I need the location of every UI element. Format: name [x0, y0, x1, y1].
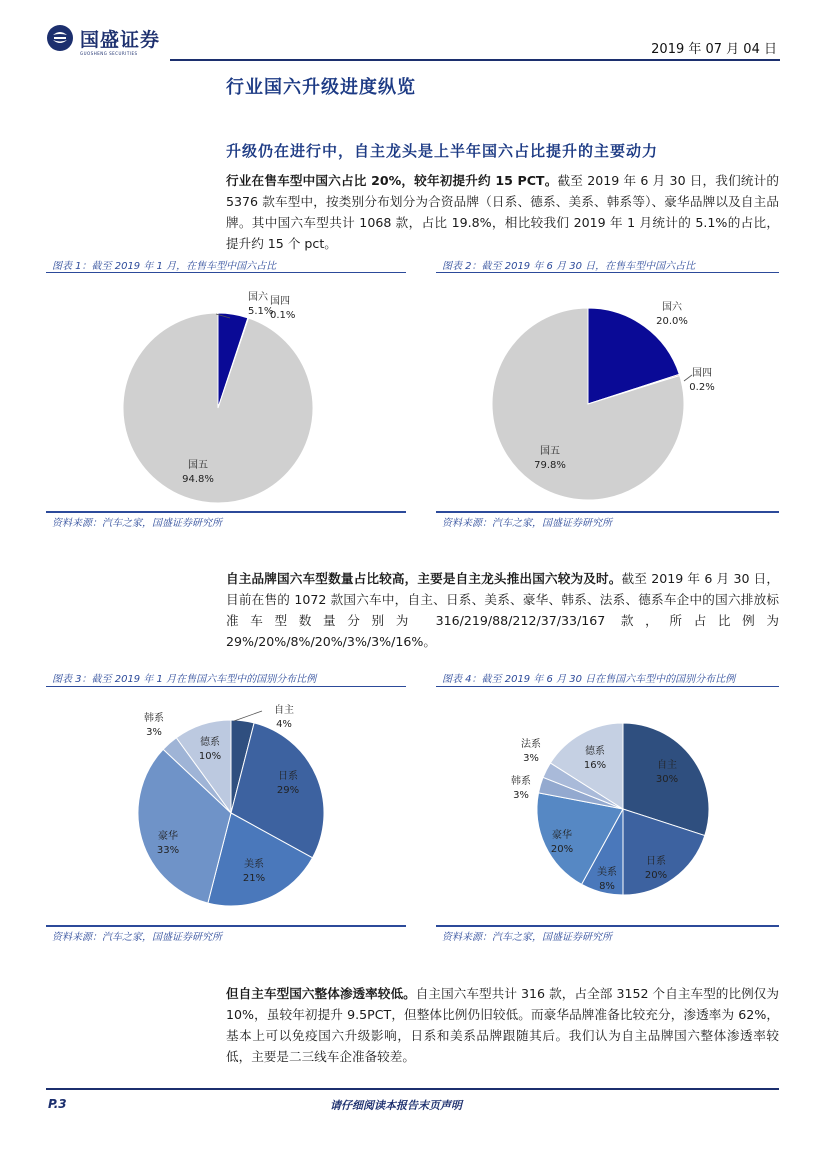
figure-2-title: 图表 2：截至 2019 年 6 月 30 日，在售车型中国六占比: [442, 261, 696, 272]
brand-logo: [46, 24, 160, 52]
pie-label-韩系: 韩系: [511, 776, 531, 787]
pie-label-豪华: 豪华: [158, 831, 178, 842]
brand-subtitle: GUOSHENG SECURITIES: [80, 51, 138, 56]
pie-value-美系: 21%: [242, 873, 266, 884]
figure-4-source: 资料来源：汽车之家，国盛证券研究所: [442, 932, 612, 943]
pie-value-德系: 10%: [198, 751, 222, 762]
pie-value-国五: 79.8%: [534, 460, 566, 471]
figure-2-bottom-rule: [436, 511, 779, 513]
brand-name: 国盛证券: [80, 28, 161, 51]
pie-value-豪华: 33%: [156, 845, 180, 856]
pie-value-自主: 4%: [276, 719, 292, 730]
pie-slice-国五: [123, 313, 313, 503]
figure-2-top-rule: [436, 272, 779, 273]
pie-label-国五: 国五: [540, 446, 560, 457]
pie-label-国六: 国六: [662, 302, 682, 313]
pie-value-国五: 94.8%: [182, 474, 214, 485]
pie-label-自主: 自主: [657, 760, 677, 771]
pie-value-美系: 8%: [599, 881, 615, 892]
footer-disclaimer: 请仔细阅读本报告末页声明: [330, 1099, 462, 1112]
paragraph-3-lead: 但自主车型国六整体渗透率较低。: [226, 986, 416, 1001]
header-divider: [170, 59, 780, 61]
pie-label-德系: 德系: [585, 746, 605, 757]
footer-divider: [46, 1088, 779, 1090]
pie-value-国四: 0.1%: [270, 310, 296, 321]
figure-1-source: 资料来源：汽车之家，国盛证券研究所: [52, 518, 222, 529]
pie-label-德系: 德系: [200, 737, 220, 748]
paragraph-1-body: 截至 2019 年 6 月 30 日，我们统计的 5376 款车型中，按类别分布划分为合资品牌（日系、德系、美系、韩系等）、豪华品牌以及自主品牌。其中国六车型共计 1068 款，占比 19.8%，相比较我们 2019 年 1 月统计的 5.1%的占比，提升约 15 个 pct。: [226, 173, 779, 251]
pie-value-日系: 20%: [644, 870, 668, 881]
pie-label-日系: 日系: [278, 771, 298, 782]
figure-2-source: 资料来源：汽车之家，国盛证券研究所: [442, 518, 612, 529]
pie-label-国四: 国四: [270, 296, 290, 307]
pie-value-国六: 5.1%: [248, 306, 274, 317]
report-date: 2019 年 07 月 04 日: [651, 42, 777, 57]
pie-value-国六: 20.0%: [656, 316, 688, 327]
paragraph-3-body: 自主国六车型共计 316 款，占全部 3152 个自主车型的比例仅为 10%，虽较年初提升 9.5PCT，但整体比例仍旧较低。而豪华品牌准备比较充分，渗透率为 62%，基本上可以免疫国六升级影响，日系和美系品牌跟随其后。我们认为自主品牌国六整体渗透率较低，主要是二三线车企准备较差。: [226, 986, 779, 1064]
brand-logo-icon: [46, 24, 74, 52]
paragraph-3: [226, 983, 779, 1067]
pie-label-豪华: 豪华: [552, 830, 572, 841]
pie-label-韩系: 韩系: [144, 713, 164, 724]
figure-4-top-rule: [436, 686, 779, 687]
pie-value-日系: 29%: [276, 785, 300, 796]
pie-value-自主: 30%: [655, 774, 679, 785]
pie-label-自主: 自主: [274, 705, 294, 716]
paragraph-1: [226, 170, 779, 254]
pie-value-德系: 16%: [583, 760, 607, 771]
pie-label-国六: 国六: [248, 292, 268, 303]
figure-2-pie-chart: [470, 290, 730, 510]
pie-label-美系: 美系: [597, 867, 617, 878]
label-leader-line: [234, 711, 262, 721]
figure-4-title: 图表 4：截至 2019 年 6 月 30 日在售国六车型中的国别分布比例: [442, 674, 736, 685]
pie-label-法系: 法系: [521, 739, 541, 750]
pie-label-国五: 国五: [188, 460, 208, 471]
paragraph-2: [226, 568, 779, 652]
figure-3-top-rule: [46, 686, 406, 687]
paragraph-1-lead: 行业在售车型中国六占比 20%，较年初提升约 15 PCT。: [226, 173, 558, 188]
figure-1-bottom-rule: [46, 511, 406, 513]
pie-value-法系: 3%: [523, 753, 539, 764]
pie-value-豪华: 20%: [550, 844, 574, 855]
figure-4-pie-chart: [495, 712, 735, 912]
figure-3-bottom-rule: [46, 925, 406, 927]
figure-1-title: 图表 1：截至 2019 年 1 月，在售车型中国六占比: [52, 261, 277, 272]
section-title: 行业国六升级进度纵览: [226, 77, 416, 98]
figure-3-pie-chart: [120, 695, 360, 920]
figure-4-bottom-rule: [436, 925, 779, 927]
pie-value-韩系: 3%: [146, 727, 162, 738]
pie-label-日系: 日系: [646, 856, 666, 867]
figure-3-source: 资料来源：汽车之家，国盛证券研究所: [52, 932, 222, 943]
page-number: P.3: [48, 1097, 67, 1111]
pie-label-美系: 美系: [244, 859, 264, 870]
figure-1-top-rule: [46, 272, 406, 273]
figure-3-title: 图表 3：截至 2019 年 1 月在售国六车型中的国别分布比例: [52, 674, 317, 685]
figure-1-pie-chart: [100, 280, 340, 510]
pie-value-国四: 0.2%: [689, 382, 715, 393]
pie-label-国四: 国四: [692, 368, 712, 379]
label-leader-line: [684, 375, 692, 381]
paragraph-2-body: 截至 2019 年 6 月 30 日，目前在售的 1072 款国六车中，自主、日系、美系、豪华、韩系、法系、德系车企中的国六排放标准车型数量分别为 316/219/88/212/37/33/167 款，所占比例为 29%/20%/8%/20%/3%/3%/16%。: [226, 571, 779, 649]
pie-value-韩系: 3%: [513, 790, 529, 801]
subtitle: 升级仍在进行中，自主龙头是上半年国六占比提升的主要动力: [226, 142, 659, 160]
paragraph-2-lead: 自主品牌国六车型数量占比较高，主要是自主龙头推出国六较为及时。: [226, 571, 622, 586]
